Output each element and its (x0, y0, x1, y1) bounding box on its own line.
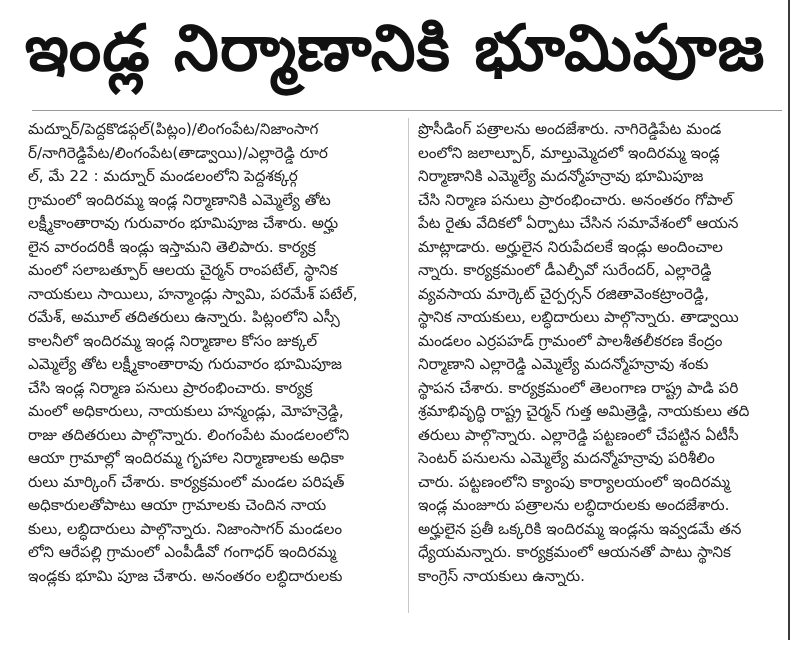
article-line: తరులు పాల్గొన్నారు. ఎల్లారెడ్డి పట్టణంలో చేపట్టిన ఏటీసీ (418, 425, 739, 444)
article-line: వ్యవసాయ మార్కెట్ చైర్పర్సన్ రజితావెంకట్రాంరెడ్డి, (418, 284, 709, 303)
headline: ఇండ్ల నిర్మాణానికి భూమిపూజ (24, 11, 766, 86)
article-line: ఎమ్మెల్యే తోట లక్ష్మీకాంతారావు గురువారం భూమిపూజ (28, 355, 342, 373)
article-line: శ్రమాభివృద్ధి రాష్ట్ర చైర్మన్ గుత్త అమిత్రెడ్డి, నాయకులు తది (418, 402, 750, 420)
article-line: లైన వారందరికీ ఇండ్లు ఇస్తామని తెలిపారు. కార్యక్ర (28, 237, 316, 256)
article-line: మంలో అధికారులు, నాయకులు హన్మండ్లు, మోహన్రెడ్డి, (28, 402, 344, 420)
article-line: ధ్యేయమన్నారు. కార్యక్రమంలో ఆయనతో పాటు స్థానిక (418, 543, 731, 561)
article-column-left (28, 118, 400, 588)
article-line: లంలోని జలాల్పూర్, మాల్తుమ్మెదలో ఇందిరమ్మ ఇండ్ల (418, 143, 720, 162)
article-line: ఇండ్ల మంజూరు పత్రాలను లబ్ధిదారులకు అందజేశారు. (418, 496, 730, 514)
article-line: లక్ష్మీకాంతారావు గురువారం భూమిపూజ చేశారు. అర్హు (28, 214, 339, 232)
article-line: కాలనీలో ఇందిరమ్మ ఇండ్ల నిర్మాణాల కోసం జుక్కల్ (28, 331, 318, 350)
column-divider (408, 118, 409, 613)
article-line: ర్/నాగిరెడ్డిపేట/లింగంపేట(తాడ్వాయి)/ఎల్లారెడ్డి రూర (28, 143, 328, 162)
article-line: రాజు తదితరులు పాల్గొన్నారు. లింగంపేట మండలంలోని (28, 425, 350, 444)
article-line: ఆయా గ్రామాల్లో ఇందిరమ్మ గృహాల నిర్మాణాలకు అధికా (28, 449, 344, 467)
article-line: రమేశ్, అమూల్ తదితరులు ఉన్నారు. పిట్లంలోని ఎస్సీ (28, 308, 340, 326)
article-line: ఇండ్లకు భూమి పూజ చేశారు. అనంతరం లబ్ధిదారులకు (28, 566, 343, 585)
article-line: నిర్మాణానికి ఎమ్మెల్యే మదన్మోహన్రావు భూమిపూజ (418, 167, 704, 185)
article-line: నాయకులు సాయిలు, హన్మాండ్లు స్వామి, పరమేశ్ పటేల్, (28, 284, 358, 303)
article-line: కాంగ్రెస్ నాయకులు ఉన్నారు. (418, 566, 585, 585)
article-line: ప్రొసీడింగ్ పత్రాలను అందజేశారు. నాగిరెడ్డిపేట మండ (418, 120, 722, 138)
article-line: మద్నూర్/పెద్దకొడప్గల్(పిట్లం)/లింగంపేట/నిజాంసాగ (28, 120, 319, 138)
article-column-right (418, 118, 780, 588)
article-line: మాట్లాడారు. అర్హులైన నిరుపేదలకే ఇండ్లు అందించాల (418, 237, 723, 256)
article-line: పేట రైతు వేదికలో ఏర్పాటు చేసిన సమావేశంలో ఆయన (418, 214, 739, 232)
article-line: కులు, లబ్ధిదారులు పాల్గొన్నారు. నిజాంసాగర్ మండలం (28, 519, 343, 538)
article-line: మండలం ఎర్రపహడ్ గ్రామంలో పాలశీతలీకరణ కేంద్రం (418, 331, 723, 350)
article-line: సెంటర్ పనులను ఎమ్మెల్యే మదన్మోహన్రావు పరిశీలిం (418, 449, 715, 467)
article-line: అర్హులైన ప్రతీ ఒక్కరికి ఇందిరమ్మ ఇండ్లను ఇవ్వడమే తన (418, 519, 742, 538)
article-line: ల్, మే 22 : మద్నూర్ మండలంలోని పెద్దశక్కర్గ (28, 167, 298, 185)
headline-rule (32, 110, 782, 111)
article-line: స్థానిక నాయకులు, లబ్ధిదారులు పాల్గొన్నారు. తాడ్వాయి (418, 308, 739, 326)
article-line: మంలో సలాబత్పూర్ ఆలయ చైర్మన్ రాంపటేల్, స్థానిక (28, 261, 338, 279)
article-line: రులు మార్కింగ్ చేశారు. కార్యక్రమంలో మండల పరిషత్ (28, 472, 345, 491)
article-line: అధికారులతోపాటు ఆయా గ్రామాలకు చెందిన నాయ (28, 496, 327, 514)
article-line: నిర్మాణాని ఎల్లారెడ్డి ఎమ్మెల్యే మదన్మోహన్రావు శంకు (418, 355, 709, 373)
article-line: న్నారు. కార్యక్రమంలో డీఎల్పీవో సురేందర్, ఎల్లారెడ్డి (418, 261, 712, 279)
article-line: చారు. పట్టణంలోని క్యాంపు కార్యాలయంలో ఇందిరమ్మ (418, 472, 730, 491)
article-line: స్థాపన చేశారు. కార్యక్రమంలో తెలంగాణ రాష్ట్ర పాడి పరి (418, 378, 739, 397)
article-line: లోని ఆరేపల్లి గ్రామంలో ఎంపీడీవో గంగాధర్ ఇందిరమ్మ (28, 543, 337, 561)
article-line: చేసి ఇండ్ల నిర్మాణ పనులు ప్రారంభించారు. కార్యక్ర (28, 378, 313, 397)
article-line: గ్రామంలో ఇందిరమ్మ ఇండ్ల నిర్మాణానికి ఎమ్మెల్యే తోట (28, 190, 331, 209)
article-line: చేసి నిర్మాణ పనులు ప్రారంభించారు. అనంతరం గోపాల్ (418, 190, 733, 209)
